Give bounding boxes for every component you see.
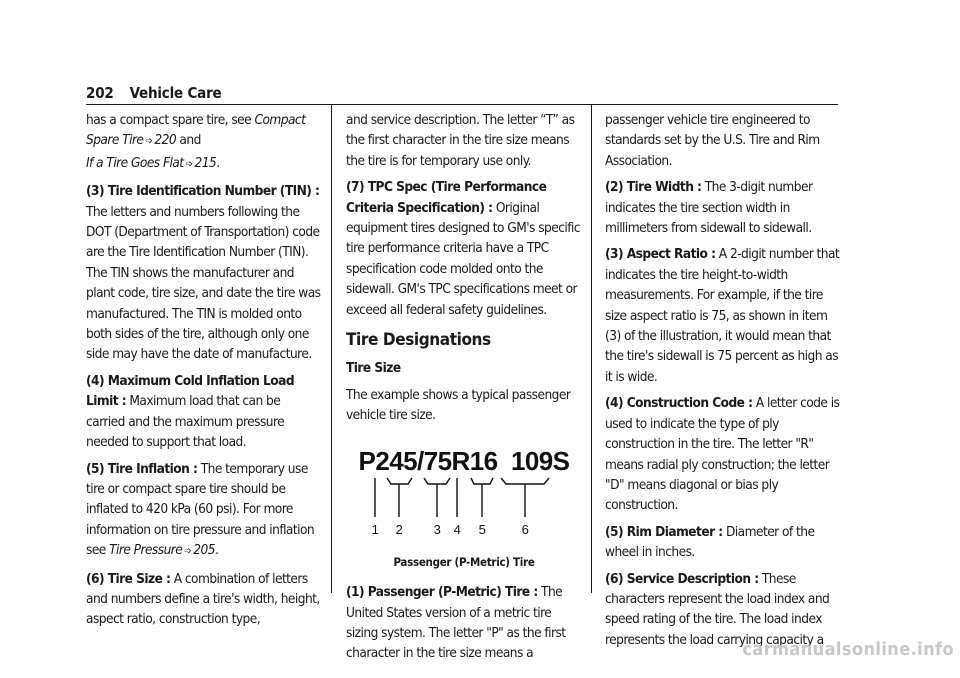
- rim-diameter-label: (5) Rim Diameter :: [605, 523, 723, 540]
- inflation-paragraph: (5) Tire Inflation : The temporary use tire or compact spare tire should be inflated to 420 kPa (60 psi). For more information on tire pressure and inflation see Tire Pressure ➩ 205.: [86, 459, 322, 563]
- callout-2: 2: [395, 521, 403, 537]
- header-rule: [86, 104, 838, 105]
- link-tire-pressure[interactable]: Tire Pressure: [109, 542, 183, 559]
- rim-diameter-paragraph: (5) Rim Diameter : Diameter of the wheel in inches.: [605, 523, 815, 561]
- page-ref-icon: ➩: [145, 136, 153, 148]
- example-paragraph: The example shows a typical passenger vehicle tire size.: [346, 386, 571, 424]
- column-divider: [331, 104, 332, 593]
- aspect-ratio-label: (3) Aspect Ratio :: [605, 246, 716, 263]
- column-divider: [591, 104, 592, 593]
- service-description-paragraph: (6) Service Description : These characters represent the load index and speed rating of the tire. The load index represents the load carrying capacity a: [605, 570, 830, 648]
- intro-paragraph: has a compact spare tire, see Compact Spare Tire ➩ 220 and If a Tire Goes Flat ➩ 215.: [86, 110, 322, 175]
- tire-size-illustration: [346, 432, 582, 550]
- column-1: [86, 110, 322, 636]
- section-title: Vehicle Care: [129, 84, 222, 102]
- tin-paragraph: (3) Tire Identification Number (TIN) : The letters and numbers following the DOT (Department of Transportation) code are the Tire Identification Number (TIN). The TIN shows the manufacturer and plant code, tire size, and date the tire was manufactured. The TIN is molded onto both sides of the tire, although only one side may have the date of manufacture.: [86, 183, 321, 363]
- tire-width-label: (2) Tire Width :: [605, 179, 702, 196]
- page-header: [86, 84, 221, 102]
- sub-heading: Tire Size: [346, 360, 401, 377]
- column-2: [346, 110, 582, 670]
- page-ref-215[interactable]: 215: [194, 154, 217, 171]
- continued-paragraph: and service description. The letter “T” as the first character in the tire size means the tire is for temporary use only.: [346, 112, 575, 169]
- callout-1: 1: [371, 521, 379, 537]
- page-ref-icon: ➩: [185, 158, 193, 170]
- inflation-label: (5) Tire Inflation :: [86, 460, 198, 477]
- page-ref-220[interactable]: 220: [154, 132, 177, 149]
- page-ref-icon: ➩: [184, 546, 192, 558]
- tire-size-label: (6) Tire Size :: [86, 570, 171, 587]
- column-3: [605, 110, 841, 656]
- callout-4: 4: [453, 521, 461, 537]
- link-compact-spare-tire[interactable]: Compact Spare Tire: [86, 112, 306, 149]
- tire-size-paragraph: (6) Tire Size : A combination of letters and numbers define a tire's width, height, aspect ratio, construction type,: [86, 570, 320, 628]
- construction-code-paragraph: (4) Construction Code : A letter code is used to indicate the type of ply construction in the tire. The letter "R" means radial ply construction; the letter "D" means diagonal or bias ply construction.: [605, 395, 840, 514]
- callout-5: 5: [478, 521, 486, 537]
- p-metric-paragraph: (1) Passenger (P-Metric) Tire : The United States version of a metric tire sizing system. The letter "P" as the first character in the tire size means a: [346, 584, 566, 662]
- watermark: carmanualsonline.info: [742, 639, 954, 660]
- figure-caption: Passenger (P-Metric) Tire: [393, 554, 535, 569]
- page-number: 202: [86, 84, 114, 102]
- tpc-label: (7) TPC Spec (Tire Performance Criteria Specification) :: [346, 179, 547, 216]
- tire-code-text: P245/75R16 109S: [358, 445, 570, 476]
- p-metric-label: (1) Passenger (P-Metric) Tire :: [346, 584, 538, 601]
- tire-size-figure: [346, 432, 582, 572]
- max-load-label: (4) Maximum Cold Inflation Load Limit :: [86, 372, 295, 410]
- tin-label: (3) Tire Identification Number (TIN) :: [86, 183, 320, 200]
- tire-width-paragraph: (2) Tire Width : The 3-digit number indicates the tire section width in millimeters from sidewall to sidewall.: [605, 179, 813, 237]
- continued-paragraph: passenger vehicle tire engineered to standards set by the U.S. Tire and Rim Association.: [605, 112, 820, 169]
- link-if-a-tire-goes-flat[interactable]: If a Tire Goes Flat: [86, 154, 184, 171]
- aspect-ratio-paragraph: (3) Aspect Ratio : A 2-digit number that indicates the tire height-to-width measurements. For example, if the tire size aspect ratio is 75, as shown in item (3) of the illustration, it would mean that the tire's sidewall is 75 percent as high as it is wide.: [605, 246, 840, 385]
- service-description-label: (6) Service Description :: [605, 570, 759, 587]
- tpc-paragraph: (7) TPC Spec (Tire Performance Criteria Specification) : Original equipment tires designed to GM's specific tire performance criteria have a TPC specification code molded onto the sidewall. GM's TPC specifications meet or exceed all federal safety guidelines.: [346, 179, 580, 318]
- construction-code-label: (4) Construction Code :: [605, 395, 753, 412]
- max-load-paragraph: (4) Maximum Cold Inflation Load Limit : Maximum load that can be carried and the maximum pressure needed to support that load.: [86, 372, 295, 451]
- callout-6: 6: [521, 521, 529, 537]
- callout-3: 3: [433, 521, 441, 537]
- page-ref-205[interactable]: 205: [193, 542, 215, 559]
- section-heading: Tire Designations: [346, 330, 491, 351]
